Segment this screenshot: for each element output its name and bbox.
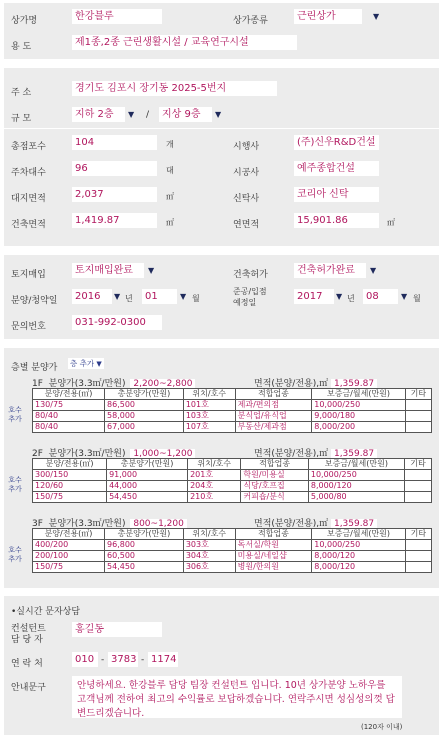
chevron-down-icon: ▼ bbox=[94, 360, 102, 368]
table-cell[interactable]: 150/75 bbox=[33, 492, 107, 503]
status-panel bbox=[4, 255, 439, 339]
table-cell[interactable]: 54,450 bbox=[107, 492, 188, 503]
total-stores-unit: 개 bbox=[166, 140, 174, 149]
table-cell[interactable]: 80/40 bbox=[33, 422, 105, 433]
floor-unit-table bbox=[32, 528, 432, 573]
column-header: 위치/호수 bbox=[183, 389, 235, 400]
store-type-select[interactable]: 근린상가 bbox=[294, 9, 362, 24]
developer-label: 시행사 bbox=[233, 142, 260, 152]
floor-label: 3F bbox=[32, 519, 43, 529]
table-cell[interactable]: 60,500 bbox=[105, 551, 184, 562]
chevron-down-icon[interactable]: ▼ bbox=[148, 266, 155, 275]
land-area-label: 대지면적 bbox=[11, 194, 46, 204]
table-cell[interactable]: 86,500 bbox=[105, 400, 184, 411]
sale-month-unit: 월 bbox=[192, 294, 200, 303]
table-row bbox=[33, 492, 432, 503]
total-stores-label: 총점포수 bbox=[11, 142, 46, 152]
sale-date-label: 분양/청약일 bbox=[11, 296, 58, 306]
add-unit-button[interactable] bbox=[7, 406, 23, 424]
add-floor-button[interactable] bbox=[68, 358, 104, 369]
table-cell[interactable]: 96,800 bbox=[105, 540, 184, 551]
trust-field[interactable]: 코리아 신탁 bbox=[294, 187, 379, 202]
table-row bbox=[33, 481, 432, 492]
building-info-panel bbox=[4, 68, 439, 246]
table-cell[interactable]: 5,000/80 bbox=[308, 492, 404, 503]
constructor-label: 시공사 bbox=[233, 168, 260, 178]
table-cell[interactable]: 200/100 bbox=[33, 551, 105, 562]
add-unit-button[interactable] bbox=[7, 476, 23, 494]
parking-unit: 대 bbox=[166, 166, 174, 175]
chevron-down-icon[interactable]: ▼ bbox=[215, 110, 222, 119]
table-row bbox=[33, 540, 432, 551]
chevron-down-icon[interactable]: ▼ bbox=[114, 292, 121, 301]
column-header: 기타 bbox=[405, 529, 431, 540]
column-header: 분양/전용(㎡) bbox=[33, 389, 105, 400]
table-cell[interactable]: 10,000/250 bbox=[312, 400, 406, 411]
floor-unit-table bbox=[32, 388, 432, 433]
building-area-unit: ㎡ bbox=[166, 218, 174, 227]
address-label: 주 소 bbox=[11, 88, 32, 98]
floor-unit-table bbox=[32, 458, 432, 503]
column-header: 총분양가(만원) bbox=[105, 389, 184, 400]
chevron-down-icon[interactable]: ▼ bbox=[336, 292, 343, 301]
table-cell[interactable]: 107호 bbox=[183, 422, 235, 433]
phone-field-1[interactable]: 010 bbox=[72, 652, 98, 667]
table-cell[interactable]: 학원/미용실 bbox=[241, 470, 308, 481]
table-header-row bbox=[33, 459, 432, 470]
table-cell[interactable]: 204호 bbox=[188, 481, 241, 492]
table-cell[interactable]: 8,000/120 bbox=[312, 562, 406, 573]
phone-field-2[interactable]: 3783 bbox=[108, 652, 138, 667]
consultant-field[interactable]: 홍길동 bbox=[72, 622, 162, 637]
price-range: 2,200~2,800 bbox=[130, 379, 195, 389]
floor-label: 2F bbox=[32, 449, 43, 459]
constructor-field[interactable]: 예주종합건설 bbox=[294, 161, 379, 176]
developer-field[interactable]: (주)신우R&D건설 bbox=[294, 135, 379, 150]
use-field[interactable]: 제1종,2종 근린생활시설 / 교육연구시설 bbox=[72, 35, 297, 50]
table-row bbox=[33, 470, 432, 481]
table-cell[interactable] bbox=[405, 562, 431, 573]
table-cell[interactable]: 제과/편의점 bbox=[235, 400, 312, 411]
completion-month-select[interactable]: 08 bbox=[363, 289, 398, 304]
add-unit-button[interactable] bbox=[7, 546, 23, 564]
char-limit-note: (120자 이내) bbox=[361, 723, 403, 731]
table-cell[interactable]: 67,000 bbox=[105, 422, 184, 433]
land-purchase-label: 토지매입 bbox=[11, 270, 46, 280]
table-cell[interactable] bbox=[405, 492, 432, 503]
column-header: 보증금/월세(만원) bbox=[308, 459, 404, 470]
table-cell[interactable]: 커피숍/분식 bbox=[241, 492, 308, 503]
table-cell[interactable]: 91,000 bbox=[107, 470, 188, 481]
table-row bbox=[33, 411, 432, 422]
divider bbox=[4, 128, 439, 129]
column-header: 분양/전용(㎡) bbox=[33, 529, 105, 540]
column-header: 보증금/월세(만원) bbox=[312, 529, 406, 540]
floor-pricing-label: 층별 분양가 bbox=[11, 363, 58, 373]
table-cell[interactable]: 400/200 bbox=[33, 540, 105, 551]
completion-year-unit: 년 bbox=[347, 294, 355, 303]
consultant-label-line2: 담 당 자 bbox=[11, 635, 43, 645]
price-label: 분양가(3.3㎡/만원) bbox=[48, 449, 126, 459]
price-range: 800~1,200 bbox=[130, 519, 186, 529]
price-label: 분양가(3.3㎡/만원) bbox=[48, 519, 126, 529]
table-cell[interactable]: 10,000/250 bbox=[312, 540, 406, 551]
building-name-label: 상가명 bbox=[11, 16, 38, 26]
inquiry-section-label: •실시간 문자상담 bbox=[11, 607, 81, 617]
table-cell[interactable]: 9,000/180 bbox=[312, 411, 406, 422]
sale-year-unit: 년 bbox=[125, 294, 133, 303]
area-value: 1,359.87 bbox=[331, 379, 377, 389]
price-label: 분양가(3.3㎡/만원) bbox=[48, 379, 126, 389]
column-header: 적합업종 bbox=[235, 529, 312, 540]
table-row bbox=[33, 562, 432, 573]
table-cell[interactable] bbox=[405, 481, 432, 492]
add-unit-label: 호수 bbox=[8, 546, 22, 554]
table-cell[interactable]: 120/60 bbox=[33, 481, 107, 492]
scale-separator: / bbox=[146, 110, 150, 120]
message-label: 안내문구 bbox=[11, 683, 46, 693]
table-cell[interactable] bbox=[405, 400, 431, 411]
table-cell[interactable]: 303호 bbox=[183, 540, 235, 551]
table-cell[interactable]: 부동산/제과점 bbox=[235, 422, 312, 433]
table-cell[interactable]: 독서실/학원 bbox=[235, 540, 312, 551]
land-area-field[interactable]: 2,037 bbox=[72, 187, 157, 202]
table-cell[interactable]: 304호 bbox=[183, 551, 235, 562]
floor-pricing-panel bbox=[4, 348, 439, 588]
floor-label: 1F bbox=[32, 379, 43, 389]
table-cell[interactable]: 201호 bbox=[188, 470, 241, 481]
floor-area-unit: ㎡ bbox=[387, 218, 395, 227]
add-unit-label: 추가 bbox=[8, 485, 22, 493]
column-header: 분양/전용(㎡) bbox=[33, 459, 107, 470]
floor-area-label: 연면적 bbox=[233, 220, 260, 230]
inquiry-panel bbox=[4, 596, 439, 735]
permit-label: 건축허가 bbox=[233, 270, 268, 280]
chevron-down-icon[interactable]: ▼ bbox=[370, 266, 377, 275]
completion-label-line1: 준공/입점 bbox=[233, 287, 267, 296]
building-area-field[interactable]: 1,419.87 bbox=[72, 213, 157, 228]
table-cell[interactable]: 150/75 bbox=[33, 562, 105, 573]
add-unit-label: 호수 bbox=[8, 476, 22, 484]
column-header: 보증금/월세(만원) bbox=[312, 389, 406, 400]
table-cell[interactable] bbox=[405, 411, 431, 422]
table-cell[interactable] bbox=[405, 470, 432, 481]
sale-year-select[interactable]: 2016 bbox=[72, 289, 112, 304]
building-area-label: 건축면적 bbox=[11, 220, 46, 230]
table-cell[interactable]: 10,000/250 bbox=[308, 470, 404, 481]
consultant-label-line1: 컨설턴트 bbox=[11, 624, 46, 634]
area-value: 1,359.87 bbox=[331, 449, 377, 459]
table-cell[interactable]: 미용실/네일샵 bbox=[235, 551, 312, 562]
column-header: 위치/호수 bbox=[183, 529, 235, 540]
table-cell[interactable]: 8,000/200 bbox=[312, 422, 406, 433]
table-cell[interactable]: 130/75 bbox=[33, 400, 105, 411]
area-value: 1,359.87 bbox=[331, 519, 377, 529]
column-header: 위치/호수 bbox=[188, 459, 241, 470]
permit-select[interactable]: 건축허가완료 bbox=[294, 263, 366, 278]
message-textarea[interactable]: 안녕하세요. 한강블루 담당 팀장 컨설턴트 입니다. 10년 상가분양 노하우를 고객님께 전하여 최고의 수익률로 보답하겠습니다. 연락주시면 성심성의껏 답변드리겠습니다. bbox=[72, 676, 402, 718]
completion-label-line2: 예정일 bbox=[233, 298, 257, 307]
contact-label: 문의번호 bbox=[11, 322, 46, 332]
add-floor-label: 층 추가 bbox=[70, 359, 95, 368]
scale-label: 규 모 bbox=[11, 114, 32, 124]
phone-label: 연 락 처 bbox=[11, 659, 43, 669]
table-cell[interactable]: 8,000/120 bbox=[312, 551, 406, 562]
column-header: 총분양가(만원) bbox=[107, 459, 188, 470]
column-header: 기타 bbox=[405, 459, 432, 470]
price-range: 1,000~1,200 bbox=[130, 449, 195, 459]
basic-info-panel bbox=[4, 3, 439, 59]
table-cell[interactable]: 58,000 bbox=[105, 411, 184, 422]
chevron-down-icon[interactable]: ▼ bbox=[128, 110, 135, 119]
completion-month-unit: 월 bbox=[413, 294, 421, 303]
column-header: 총분양가(만원) bbox=[105, 529, 184, 540]
trust-label: 신탁사 bbox=[233, 194, 260, 204]
sale-month-select[interactable]: 01 bbox=[142, 289, 177, 304]
phone-field-3[interactable]: 1174 bbox=[148, 652, 178, 667]
table-row bbox=[33, 400, 432, 411]
column-header: 적합업종 bbox=[235, 389, 312, 400]
floor-area-field[interactable]: 15,901.86 bbox=[294, 213, 379, 228]
use-label: 용 도 bbox=[11, 42, 32, 52]
table-row bbox=[33, 551, 432, 562]
table-cell[interactable]: 103호 bbox=[183, 411, 235, 422]
land-purchase-select[interactable]: 토지매입완료 bbox=[72, 263, 144, 278]
above-ground-select[interactable]: 지상 9층 bbox=[159, 107, 212, 122]
land-area-unit: ㎡ bbox=[166, 192, 174, 201]
area-label: 면적(분양/전용),㎡ bbox=[254, 449, 329, 459]
table-cell[interactable]: 210호 bbox=[188, 492, 241, 503]
table-cell[interactable] bbox=[405, 540, 431, 551]
chevron-down-icon[interactable]: ▼ bbox=[180, 292, 187, 301]
chevron-down-icon[interactable]: ▼ bbox=[373, 12, 380, 21]
table-cell[interactable]: 44,000 bbox=[107, 481, 188, 492]
chevron-down-icon[interactable]: ▼ bbox=[401, 292, 408, 301]
table-cell[interactable]: 306호 bbox=[183, 562, 235, 573]
table-cell[interactable]: 54,450 bbox=[105, 562, 184, 573]
table-cell[interactable] bbox=[405, 422, 431, 433]
table-header-row bbox=[33, 389, 432, 400]
table-cell[interactable]: 분식업/유식업 bbox=[235, 411, 312, 422]
basement-select[interactable]: 지하 2층 bbox=[72, 107, 125, 122]
address-field[interactable]: 경기도 김포시 장기동 2025-5번지 bbox=[72, 81, 277, 96]
area-label: 면적(분양/전용),㎡ bbox=[254, 519, 329, 529]
store-type-label: 상가종류 bbox=[233, 16, 268, 26]
add-unit-label: 추가 bbox=[8, 555, 22, 563]
parking-field[interactable]: 96 bbox=[72, 161, 157, 176]
phone-dash: - bbox=[101, 655, 105, 665]
table-cell[interactable]: 병원/한의원 bbox=[235, 562, 312, 573]
table-cell[interactable]: 80/40 bbox=[33, 411, 105, 422]
table-cell[interactable]: 300/150 bbox=[33, 470, 107, 481]
add-unit-label: 추가 bbox=[8, 415, 22, 423]
table-row bbox=[33, 422, 432, 433]
table-cell[interactable] bbox=[405, 551, 431, 562]
table-cell[interactable]: 식당/호프집 bbox=[241, 481, 308, 492]
building-name-field[interactable]: 한강블루 bbox=[72, 9, 162, 24]
table-cell[interactable]: 101호 bbox=[183, 400, 235, 411]
area-label: 면적(분양/전용),㎡ bbox=[254, 379, 329, 389]
completion-year-select[interactable]: 2017 bbox=[294, 289, 334, 304]
total-stores-field[interactable]: 104 bbox=[72, 135, 157, 150]
add-unit-label: 호수 bbox=[8, 406, 22, 414]
table-cell[interactable]: 8,000/120 bbox=[308, 481, 404, 492]
parking-label: 주차대수 bbox=[11, 168, 46, 178]
contact-field[interactable]: 031-992-0300 bbox=[72, 315, 162, 330]
column-header: 적합업종 bbox=[241, 459, 308, 470]
phone-dash: - bbox=[141, 655, 145, 665]
column-header: 기타 bbox=[405, 389, 431, 400]
table-header-row bbox=[33, 529, 432, 540]
